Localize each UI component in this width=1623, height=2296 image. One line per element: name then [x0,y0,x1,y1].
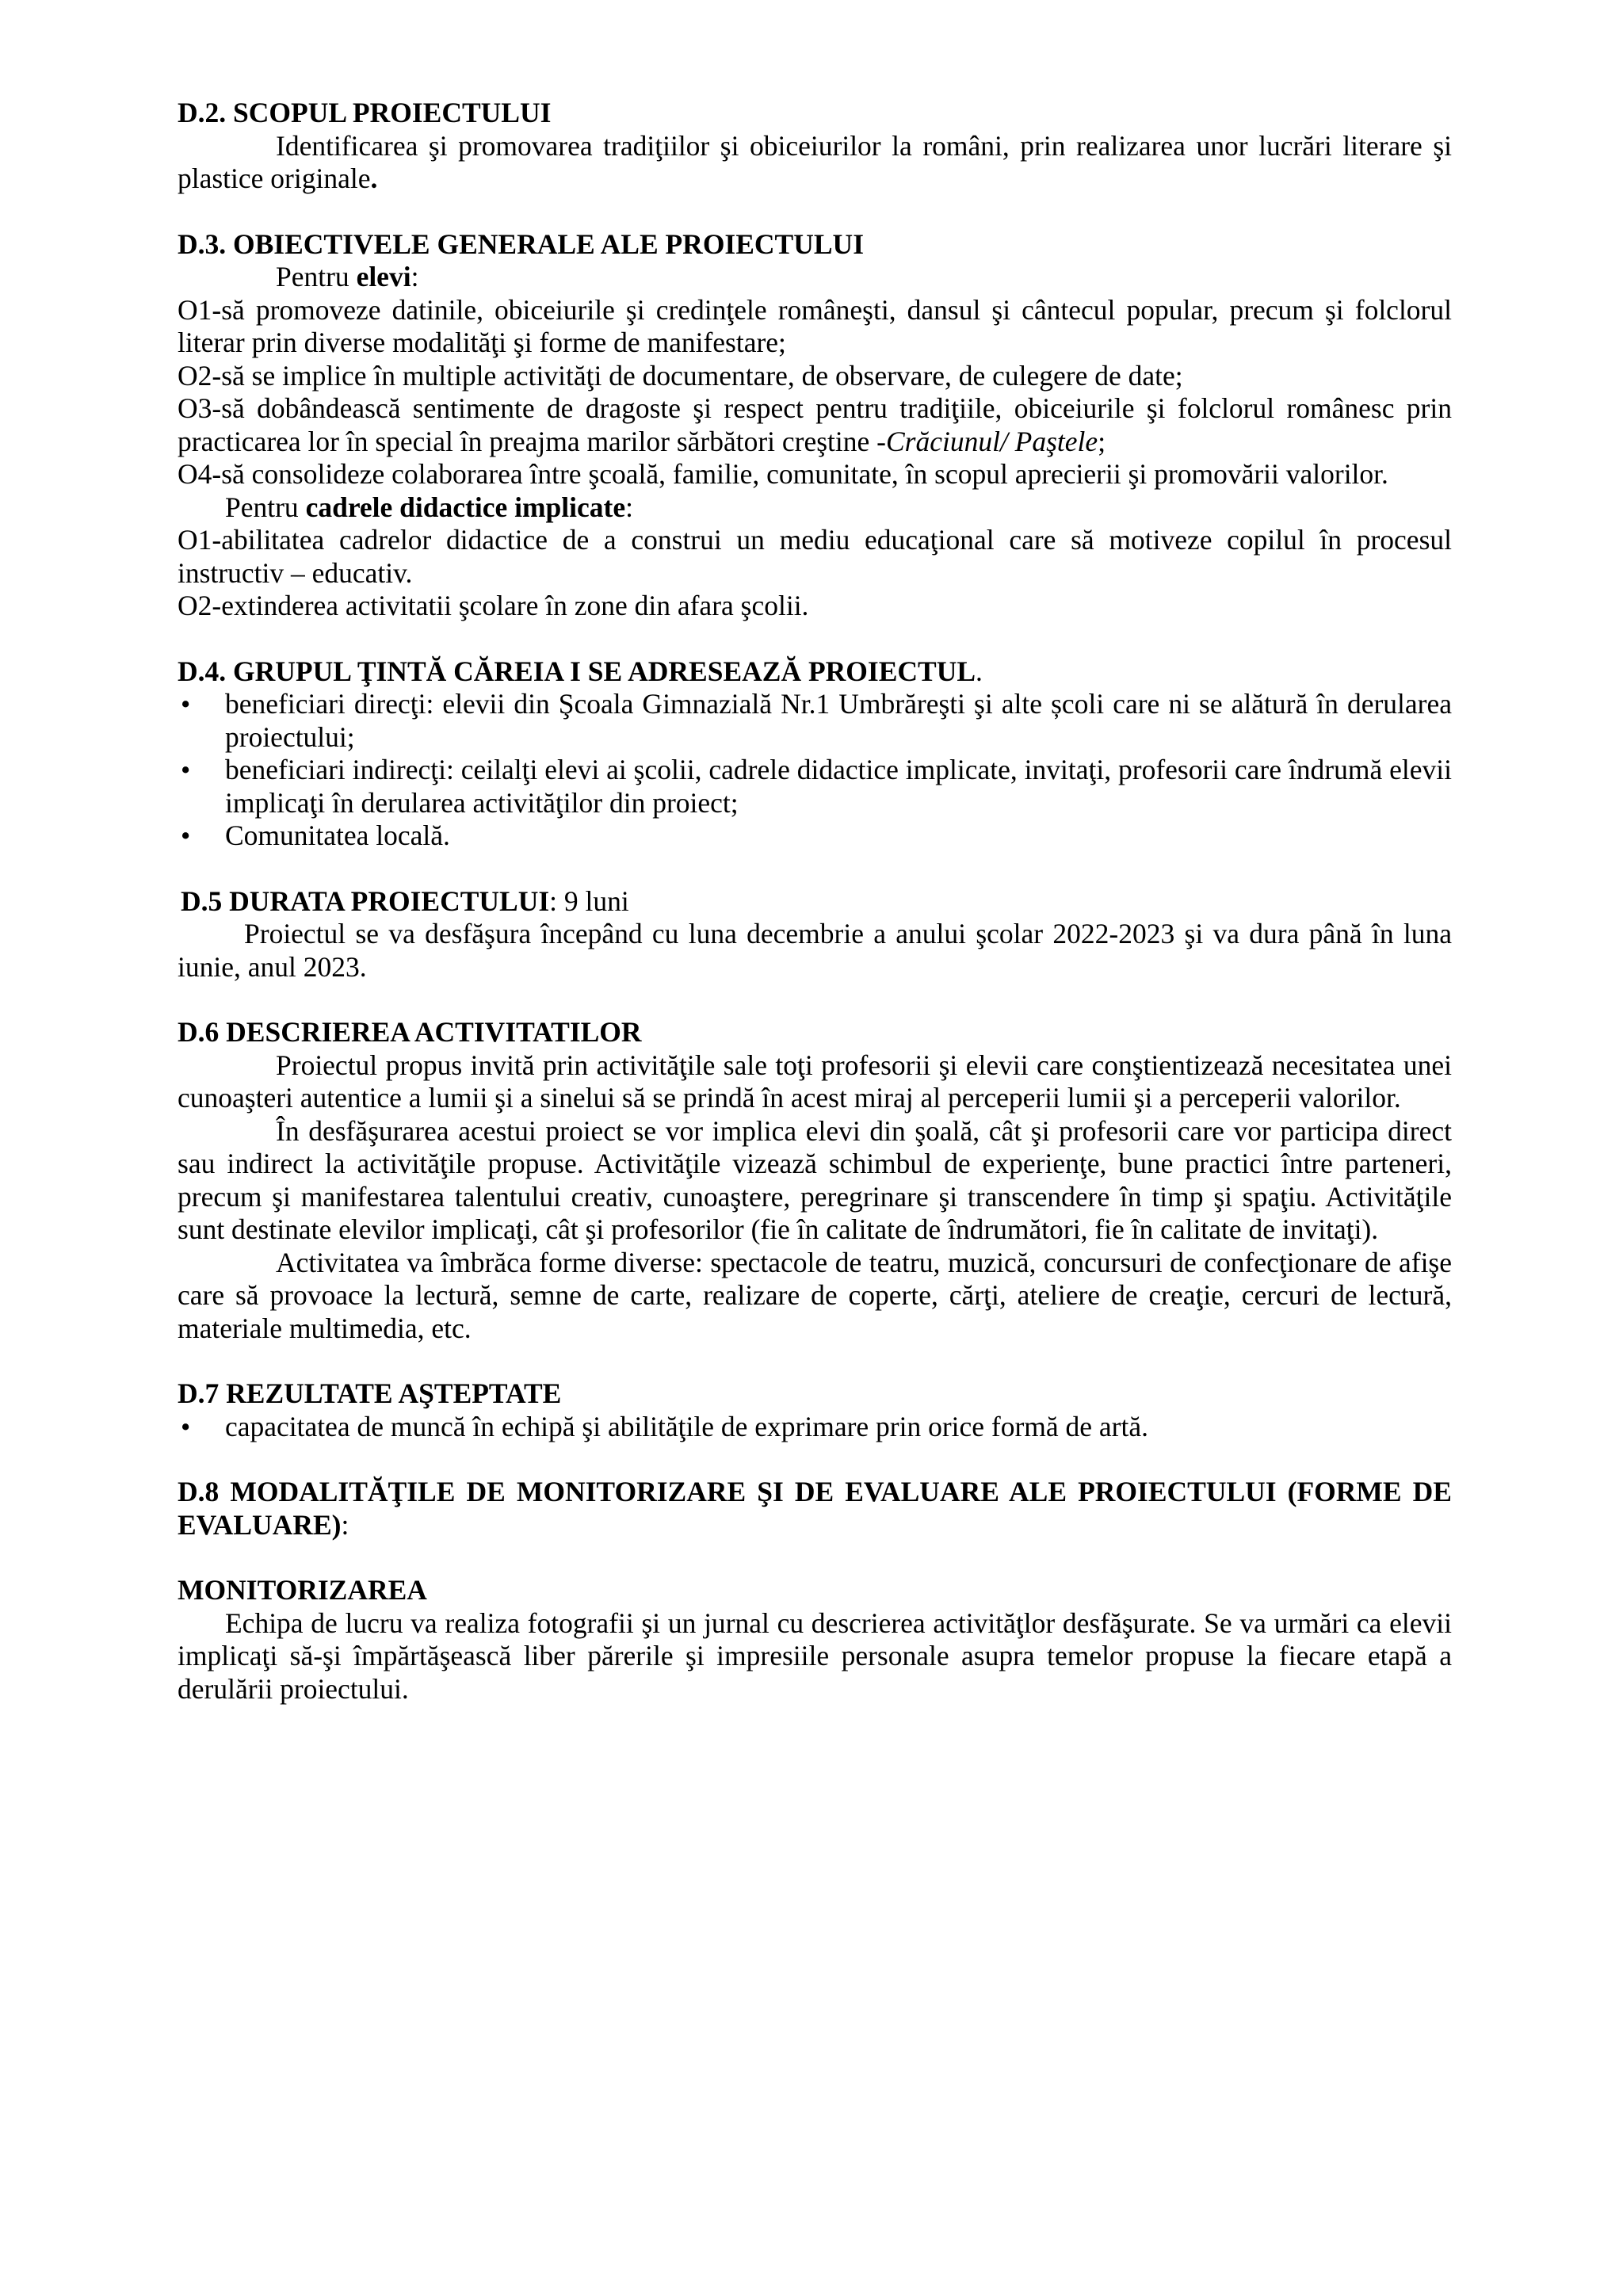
list-item: • beneficiari direcţi: elevii din Şcoala Gimnazială Nr.1 Umbrăreşti şi alte școli care ni se alătură în derularea proiectului; [178,688,1452,754]
d3-heading: D.3. OBIECTIVELE GENERALE ALE PROIECTULUI [178,227,865,260]
d6-paragraph-1: Proiectul propus invită prin activităţile sale toţi profesorii şi elevii care conştientizează necesitatea unei cunoaşteri autentice a lumii şi a sinelui să se prindă în acest miraj al perceperii lumii şi a perceperii valorilor. [178,1049,1452,1114]
d3-objective-o2: O2-să se implice în multiple activităţi de documentare, de observare, de culegere de date; [178,359,1183,392]
d3-elevi-bold: elevi [356,261,411,292]
d4-heading: D.4. GRUPUL ŢINTĂ CĂREIA I SE ADRESEAZĂ PROIECTUL [178,655,976,687]
d2-text-body: Identificarea şi promovarea tradiţiilor şi obiceiurilor la români, prin realizarea unor lucrări literare şi plastice originale [178,129,1452,194]
d3-o3-text: O3-să dobândească sentimente de dragoste şi respect pentru tradiţiile, obiceiurile şi folclorul românesc prin practicarea lor în special în preajma marilor sărbători creştine - [178,392,1452,457]
d8-heading: D.8 MODALITĂŢILE DE MONITORIZARE ŞI DE EVALUARE ALE PROIECTULUI (FORME DE EVALUARE) [178,1476,1452,1541]
d3-cadre-objective-o2: O2-extinderea activitatii şcolare în zone din afara şcolii. [178,590,809,621]
d8-heading-line [178,1476,1452,1541]
d3-elevi-pre: Pentru [276,261,357,292]
d3-elevi-label [178,261,1452,294]
d3-objective-o1: O1-să promoveze datinile, obiceiurile şi credinţele româneşti, dansul şi cântecul popular, precum şi folclorul literar prin diverse modalităţi şi forme de manifestare; [178,293,1452,358]
d5-heading-line [178,885,1452,919]
d6-paragraph-2: În desfăşurarea acestui proiect se vor implica elevi din şoală, cât şi profesorii care vor participa direct sau indirect la activităţile propuse. Activităţile vizează schimbul de experienţe, bune practici între parteneri, precum şi manifestarea talentului creativ, cunoaştere, peregrinare şi transcendere în timp şi spaţiu. Activităţile sunt destinate elevilor implicaţi, cât şi profesorilor (fie în calitate de îndrumători, fie în calitate de invitaţi). [178,1114,1452,1245]
d2-text-end: . [370,162,378,194]
document-page [178,97,1452,1706]
monitorizarea-heading: MONITORIZAREA [178,1574,427,1606]
d3-cadre-pre: Pentru [225,491,306,523]
monitorizarea-text: Echipa de lucru va realiza fotografii şi un jurnal cu descrierea activităţlor desfăşurate. Se va urmări ca elevii implicaţi să-şi împărtăşească liber părerile şi impresiile personale asupra temelor propuse la fiecare etapă a derulării proiectului. [178,1606,1452,1705]
d4-heading-end: . [976,655,983,687]
d5-value: : 9 luni [549,884,629,917]
d6-paragraph-3: Activitatea va îmbrăca forme diverse: spectacole de teatru, muzică, concursuri de confecţionare de afişe care să provoace la lectură, semne de carte, realizare de coperte, cărţi, ateliere de creaţie, cercuri de lectură, materiale multimedia, etc. [178,1246,1452,1344]
d3-objective-o3 [178,392,1452,458]
d3-o3-end: ; [1098,425,1106,457]
d5-text: Proiectul se va desfăşura începând cu luna decembrie a anului şcolar 2022-2023 şi va dura până în luna iunie, anul 2023. [178,918,1452,983]
d6-heading: D.6 DESCRIEREA ACTIVITATILOR [178,1016,642,1048]
d7-heading: D.7 REZULTATE AŞTEPTATE [178,1377,562,1409]
d3-elevi-post: : [411,261,419,292]
d3-cadre-label [178,491,1452,525]
d4-list [178,688,1452,853]
d3-o3-italic: Crăciunul/ Paştele [885,425,1098,457]
d4-heading-line [178,655,1452,689]
d3-cadre-bold: cadrele didactice implicate [305,491,626,523]
d2-text [178,130,1452,196]
d2-heading: D.2. SCOPUL PROIECTULUI [178,97,552,128]
list-item: • capacitatea de muncă în echipă şi abilităţile de exprimare prin orice formă de artă. [178,1411,1452,1444]
list-item: • beneficiari indirecţi: ceilalţi elevi ai şcolii, cadrele didactice implicate, invitaţi, profesorii care îndrumă elevii implicaţi în derularea activităţilor din proiect; [178,754,1452,819]
d7-list [178,1411,1452,1444]
list-item: • Comunitatea locală. [178,819,1452,853]
d3-cadre-objective-o1: O1-abilitatea cadrelor didactice de a construi un mediu educaţional care să motiveze copilul în procesul instructiv – educativ. [178,524,1452,589]
d3-cadre-post: : [625,491,633,523]
d8-heading-end: : [341,1508,349,1541]
d3-objective-o4: O4-să consolideze colaborarea între şcoală, familie, comunitate, în scopul aprecierii şi promovării valorilor. [178,458,1388,490]
d5-heading: D.5 DURATA PROIECTULUI [181,884,550,917]
